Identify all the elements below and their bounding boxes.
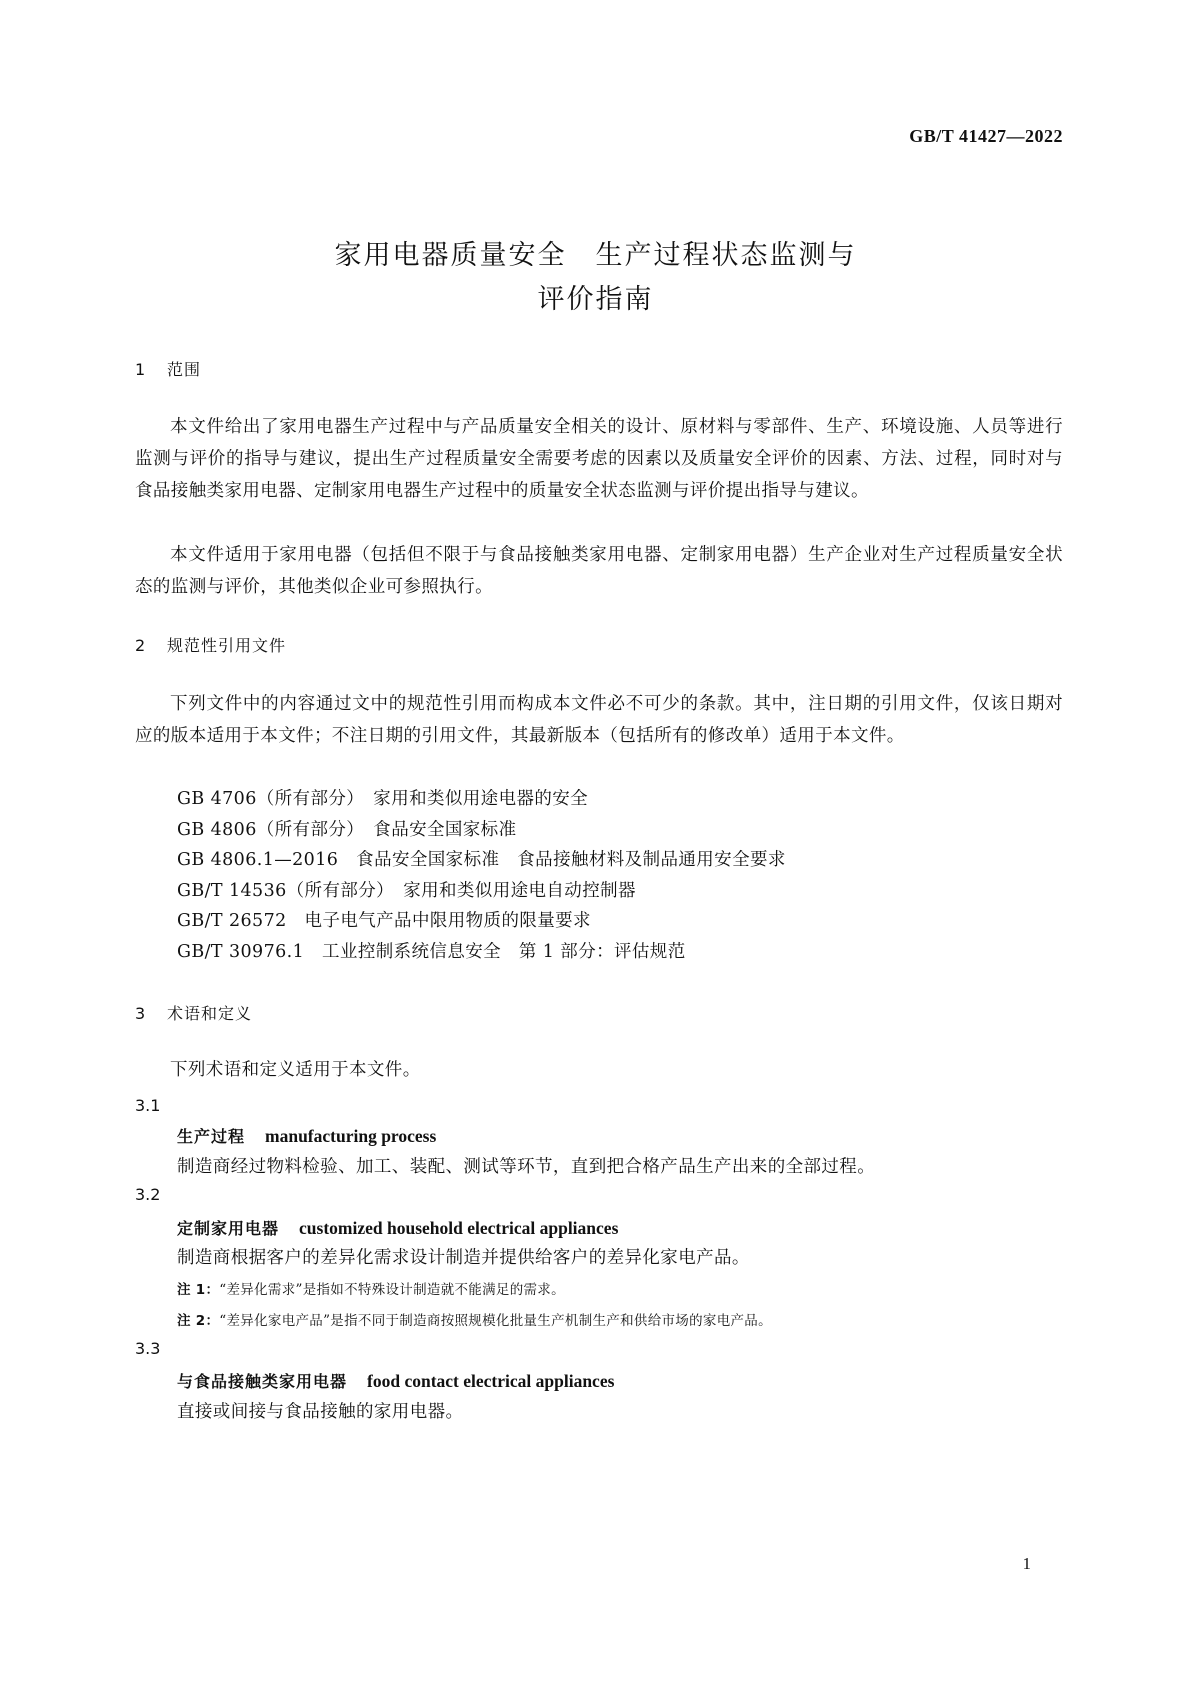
reference-item: GB 4806.1—2016 食品安全国家标准 食品接触材料及制品通用安全要求 (177, 850, 786, 870)
reference-item: GB/T 26572 电子电气产品中限用物质的限量要求 (177, 911, 591, 931)
section-number: 3 (135, 1004, 147, 1023)
standard-code: GB/T 41427—2022 (909, 126, 1063, 146)
term-definition: 制造商根据客户的差异化需求设计制造并提供给客户的差异化家电产品。 (177, 1248, 750, 1268)
section-title: 术语和定义 (167, 1004, 253, 1023)
section-1-paragraph-1: 本文件给出了家用电器生产过程中与产品质量安全相关的设计、原材料与零部件、生产、环境设施、人员等进行监测与评价的指导与建议，提出生产过程质量安全需要考虑的因素以及质量安全评价的因素、方法、过程，同时对与食品接触类家用电器、定制家用电器生产过程中的质量安全状态监测与评价提出指导与建议。 (135, 417, 1063, 501)
term-english: customized household electrical appliances (299, 1218, 619, 1238)
term-chinese: 生产过程 (177, 1127, 246, 1146)
reference-item: GB/T 14536（所有部分） 家用和类似用途电自动控制器 (177, 881, 636, 901)
term-heading (177, 1216, 618, 1239)
section-3-paragraph-1: 下列术语和定义适用于本文件。 (170, 1060, 421, 1080)
note-text: “差异化家电产品”是指不同于制造商按照规模化批量生产机制生产和供给市场的家电产品。 (219, 1313, 772, 1329)
reference-item: GB/T 30976.1 工业控制系统信息安全 第 1 部分：评估规范 (177, 942, 686, 962)
term-chinese: 定制家用电器 (177, 1219, 280, 1238)
section-2-paragraph-1: 下列文件中的内容通过文中的规范性引用而构成本文件必不可少的条款。其中，注日期的引用文件，仅该日期对应的版本适用于本文件；不注日期的引用文件，其最新版本（包括所有的修改单）适用于本文件。 (135, 694, 1063, 746)
section-1-heading (135, 357, 201, 380)
note-label: 注 1： (177, 1282, 220, 1298)
note-text: “差异化需求”是指如不特殊设计制造就不能满足的需求。 (219, 1282, 565, 1298)
term-definition: 直接或间接与食品接触的家用电器。 (177, 1402, 464, 1422)
note (177, 1309, 772, 1329)
clause-number: 3.2 (135, 1185, 161, 1204)
section-title: 规范性引用文件 (167, 636, 287, 655)
reference-item: GB 4806（所有部分） 食品安全国家标准 (177, 820, 517, 840)
section-number: 1 (135, 360, 147, 379)
note (177, 1278, 565, 1298)
term-english: food contact electrical appliances (367, 1371, 615, 1391)
document-title-line2: 评价指南 (537, 284, 654, 315)
note-label: 注 2： (177, 1313, 220, 1329)
term-heading (177, 1369, 614, 1392)
clause-number: 3.1 (135, 1096, 161, 1115)
section-3-heading (135, 1001, 252, 1024)
section-number: 2 (135, 636, 147, 655)
reference-item: GB 4706（所有部分） 家用和类似用途电器的安全 (177, 789, 589, 809)
section-2-heading (135, 633, 286, 656)
term-chinese: 与食品接触类家用电器 (177, 1372, 348, 1391)
section-1-paragraph-2: 本文件适用于家用电器（包括但不限于与食品接触类家用电器、定制家用电器）生产企业对生产过程质量安全状态的监测与评价，其他类似企业可参照执行。 (135, 545, 1063, 597)
term-heading (177, 1124, 436, 1147)
section-title: 范围 (167, 360, 202, 379)
document-title-line1: 家用电器质量安全 生产过程状态监测与 (334, 240, 857, 271)
page-number: 1 (1022, 1554, 1031, 1573)
term-definition: 制造商经过物料检验、加工、装配、测试等环节，直到把合格产品生产出来的全部过程。 (177, 1157, 876, 1177)
clause-number: 3.3 (135, 1339, 161, 1358)
term-english: manufacturing process (265, 1126, 437, 1146)
